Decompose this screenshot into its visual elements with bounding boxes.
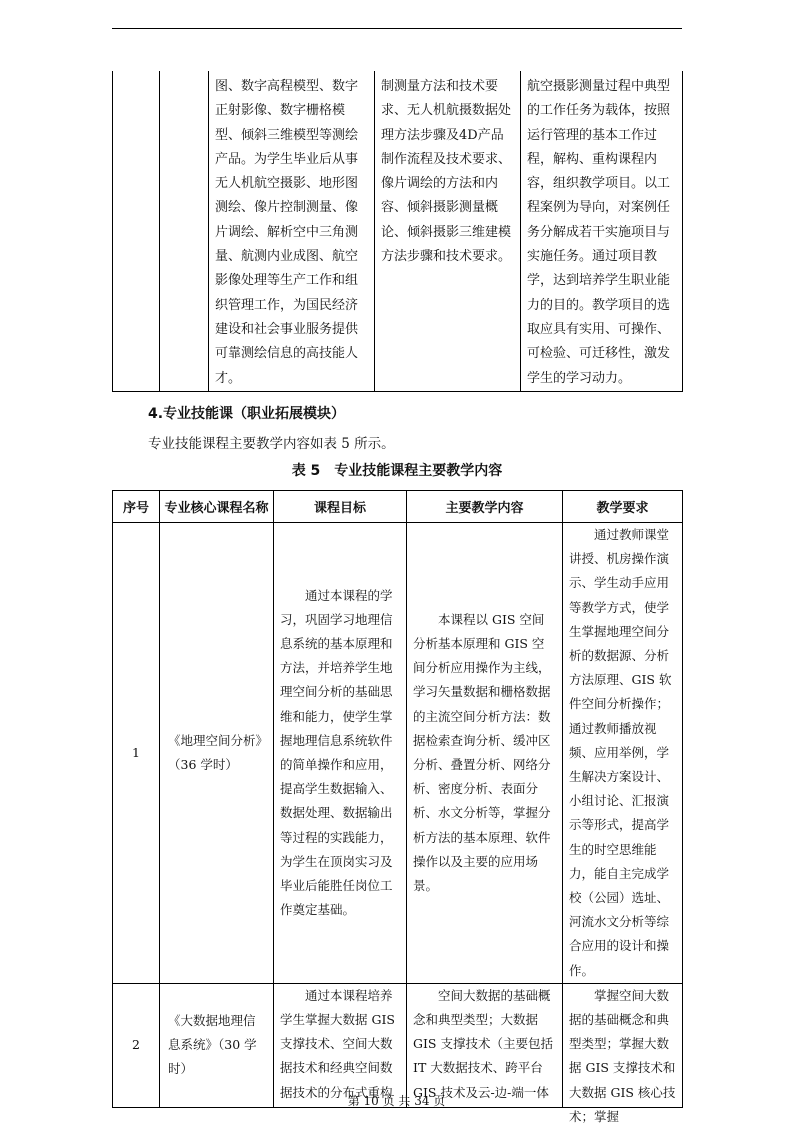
header-req: 教学要求 (563, 491, 683, 523)
skills-course-table (112, 490, 683, 1124)
cont-cell-name (160, 71, 209, 391)
cont-cell-req: 航空摄影测量过程中典型的工作任务为载体，按照运行管理的基本工作过程，解构、重构课程内容，组织教学项目。以工程案例为导向，对案例任务分解成若干实施项目与实施任务。通过项目教学，达到培养学生职业能力的目的。教学项目的选取应具有实用、可操作、可检验、可迁移性，激发学生的学习动力。 (521, 71, 683, 391)
course-name: 《大数据地理信息系统》（30 学时） (168, 1013, 257, 1077)
page-footer: 第 10 页 共 34 页 (347, 1094, 446, 1108)
cont-cell-goal: 图、数字高程模型、数字正射影像、数字栅格模型、倾斜三维模型等测绘产品。为学生毕业后从事无人机航空摄影、地形图测绘、像片控制测量、像片调绘、解析空中三角测量、航测内业成图、航空影像处理等生产工作和组织管理工作，为国民经济建设和社会事业服务提供可靠测绘信息的高技能人才。 (209, 71, 375, 391)
header-content: 主要教学内容 (407, 491, 563, 523)
header-rule (112, 28, 682, 29)
table-row (113, 983, 683, 1107)
header-no: 序号 (113, 491, 160, 523)
course-goal: 通过本课程培养学生掌握大数据 GIS 支撑技术、空间大数据技术和经典空间数据技术的分布式重构 (280, 987, 395, 1100)
cont-cell-no (113, 71, 160, 391)
table-header-row (113, 491, 683, 523)
table-row (113, 523, 683, 984)
continuation-table (112, 71, 683, 392)
course-name: 《地理空间分析》（36 学时） (168, 732, 262, 772)
row-no: 1 (113, 523, 160, 984)
course-requirements: 通过教师课堂讲授、机房操作演示、学生动手应用等教学方式，使学生掌握地理空间分析的数据源、分析方法原理、GIS 软件空间分析操作；通过教师播放视频、应用举例，学生解决方案设计、小组讨论、汇报演示等形式，提高学生的时空思维能力，能自主完成学校（公园）选址、河流水文分析等综合应用的设计和操作。 (569, 527, 672, 978)
section-title: 4.专业技能课（职业拓展模块） (148, 406, 346, 422)
intro-paragraph: 专业技能课程主要教学内容如表 5 所示。 (148, 436, 395, 452)
course-requirements: 掌握空间大数据的基础概念和典型类型；掌握大数据 GIS 支撑技术和大数据 GIS 核心技术；掌握 (569, 987, 676, 1124)
header-goal: 课程目标 (274, 491, 407, 523)
course-content: 空间大数据的基础概念和典型类型；大数据 GIS 支撑技术（主要包括 IT 大数据技术、跨平台 GIS 技术及云-边-端一体 (413, 987, 553, 1100)
cont-cell-content: 制测量方法和技术要求、无人机航摄数据处理方法步骤及4D产品制作流程及技术要求、像片调绘的方法和内容、倾斜摄影测量概论、倾斜摄影三维建模方法步骤和技术要求。 (375, 71, 521, 391)
header-name: 专业核心课程名称 (160, 491, 274, 523)
course-goal: 通过本课程的学习，巩固学习地理信息系统的基本原理和方法，并培养学生地理空间分析的基础思维和能力，使学生掌握地理信息系统软件的简单操作和应用，提高学生数据输入、数据处理、数据输出等过程的实践能力，为学生在顶岗实习及毕业后能胜任岗位工作奠定基础。 (280, 587, 393, 918)
course-content: 本课程以 GIS 空间分析基本原理和 GIS 空间分析应用操作为主线，学习矢量数据和栅格数据的主流空间分析方法：数据检索查询分析、缓冲区分析、叠置分析、网络分析、密度分析、表面分析、水文分析等，掌握分析方法的基本原理、软件操作以及主要的应用场景。 (413, 611, 551, 893)
row-no: 2 (113, 983, 160, 1107)
table-caption: 表 5 专业技能课程主要教学内容 (291, 463, 503, 479)
